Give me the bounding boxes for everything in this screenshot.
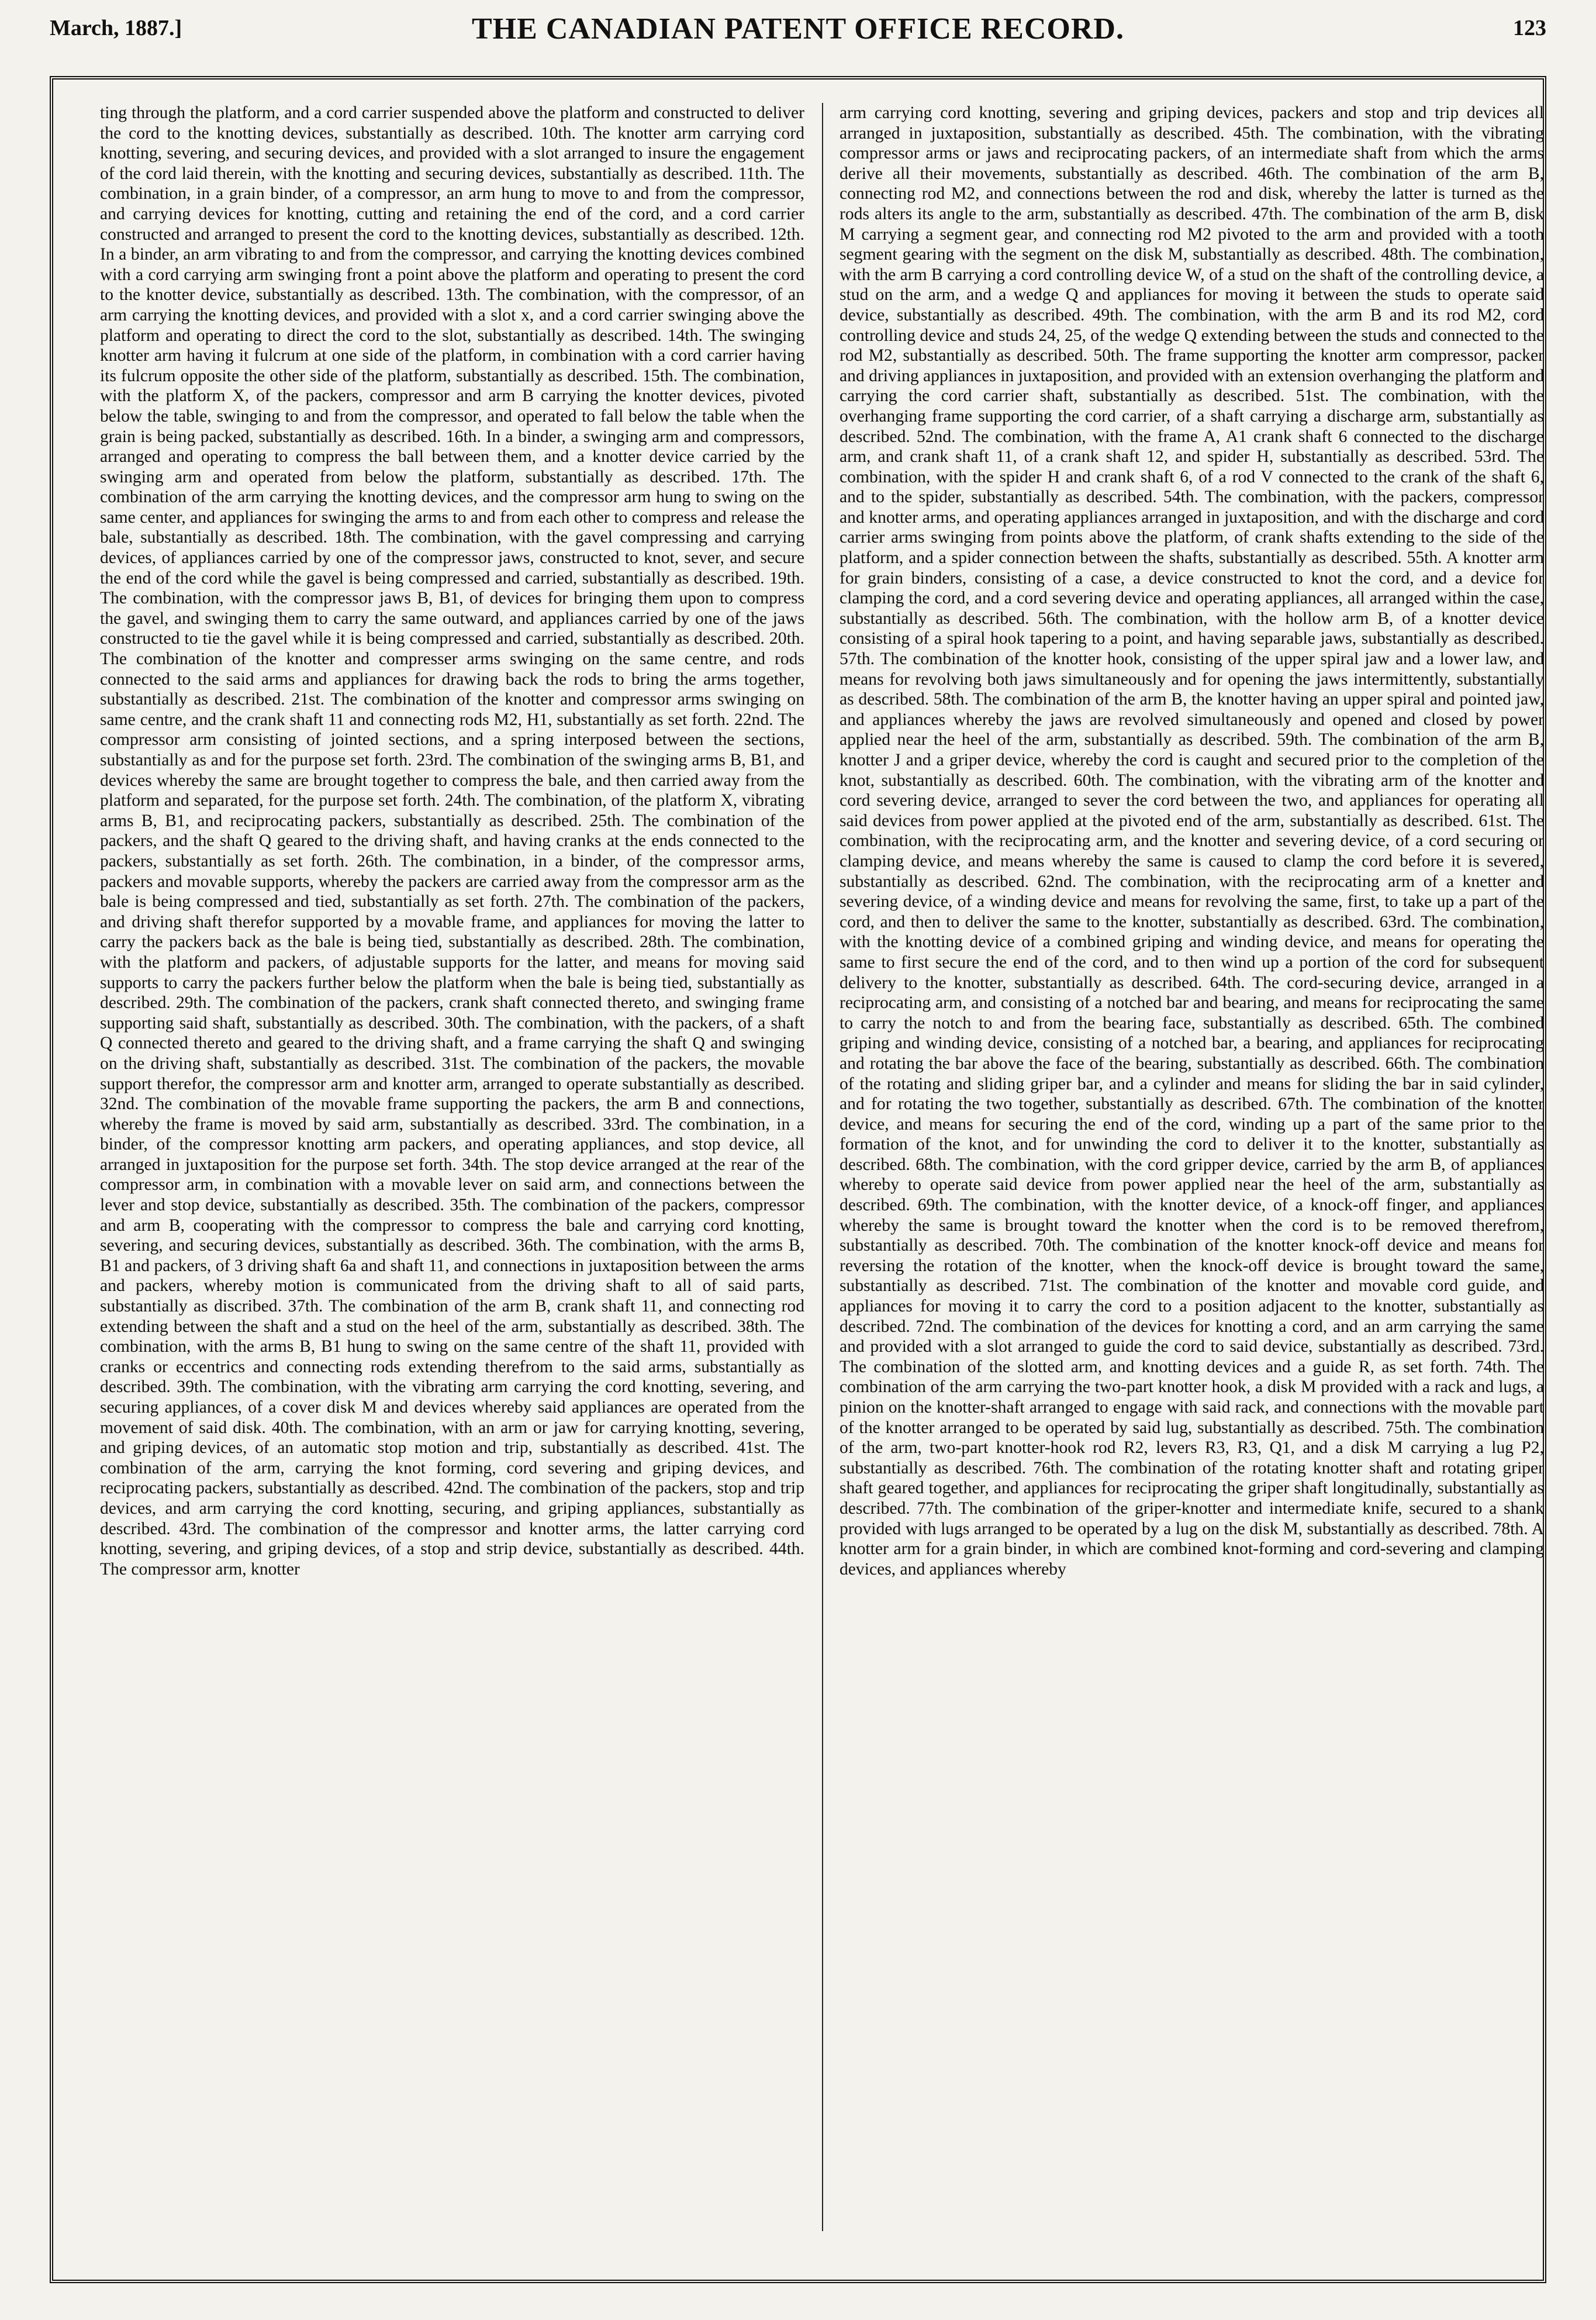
- page-header: [50, 11, 1546, 57]
- left-column: ting through the platform, and a cord carrier suspended above the platform and constructed to deliver the cord to the knotting devices, substantially as described. 10th. The knotter arm carrying cord knotting, severing, and securing devices, and provided with a slot arranged to insure the engagement of the cord laid therein, with the knotting and securing devices, substantially as described. 11th. The combination, in a grain binder, of a compressor, an arm hung to move to and from the compressor, and carrying devices for knotting, cutting and retaining the end of the cord, and a cord carrier constructed and arranged to present the cord to the knotting devices, substantially as described. 12th. In a binder, an arm vibrating to and from the compressor, and carrying the knotting devices combined with a cord carrying arm swinging front a point above the platform and operating to present the cord to the knotter device, substantially as described. 13th. The combination, with the compressor, of an arm carrying the knotting devices, and provided with a slot x, and a cord carrier swinging above the platform and operating to direct the cord to the slot, substantially as described. 14th. The swinging knotter arm having it fulcrum at one side of the platform, in combination with a cord carrier having its fulcrum opposite the other side of the platform, substantially as described. 15th. The combination, with the platform X, of the packers, compressor and arm B carrying the knotter devices, pivoted below the table, swinging to and from the compressor, and operated to fall below the table when the grain is being packed, substantially as described. 16th. In a binder, a swinging arm and compressors, arranged and operating to compress the ball between them, and a knotter device carried by the swinging arm and operated from below the platform, substantially as described. 17th. The combination of the arm carrying the knotting devices, and the compressor arm hung to swing on the same center, and appliances for swinging the arms to and from each other to compress and release the bale, substantially as described. 18th. The combination, with the gavel compressing and carrying devices, of appliances carried by one of the compressor jaws, constructed to knot, sever, and secure the end of the cord while the gavel is being compressed and carried, substantially as described. 19th. The combination, with the compressor jaws B, B1, of devices for bringing them upon to compress the gavel, and swinging them to carry the same outward, and appliances carried by one of the jaws constructed to tie the gavel while it is being compressed and carried, substantially as described. 20th. The combination of the knotter and compresser arms swinging on the same centre, and rods connected to the said arms and appliances for drawing back the rods to bring the arms together, substantially as described. 21st. The combination of the knotter and compressor arms swinging on same centre, and the crank shaft 11 and connecting rods M2, H1, substantially as set forth. 22nd. The compressor arm consisting of jointed sections, and a spring interposed between the sections, substantially as and for the purpose set forth. 23rd. The combination of the swinging arms B, B1, and devices whereby the same are brought together to compress the bale, and then carried away from the platform and separated, for the purpose set forth. 24th. The combination, of the platform X, vibrating arms B, B1, and reciprocating packers, substantially as described. 25th. The combination of the packers, and the shaft Q geared to the driving shaft, and having cranks at the ends connected to the packers, substantially as set forth. 26th. The combination, in a binder, of the compressor arms, packers and movable supports, whereby the packers are carried away from the compressor arm as the bale is being compressed and tied, substantially as set forth. 27th. The combination of the packers, and driving shaft therefor supported by a movable frame, and appliances for moving the latter to carry the packers back as the bale is being tied, substantially as described. 28th. The combination, with the platform and packers, of adjustable supports for the latter, and means for moving said supports to carry the packers further below the platform when the bale is being tied, substantially as described. 29th. The combination of the packers, crank shaft connected thereto, and swinging frame supporting said shaft, substantially as described. 30th. The combination, with the packers, of a shaft Q connected thereto and geared to the driving shaft, and a frame carrying the shaft Q and swinging on the driving shaft, substantially as described. 31st. The combination of the packers, the movable support therefor, the compressor arm and knotter arm, arranged to operate substantially as described. 32nd. The combination of the movable frame supporting the packers, the arm B and connections, whereby the frame is moved by said arm, substantially as described. 33rd. The combination, in a binder, of the compressor knotting arm packers, and operating appliances, and stop device, all arranged in juxtaposition for the purpose set forth. 34th. The stop device arranged at the rear of the compressor arm, in combination with a movable lever on said arm, and connections between the lever and stop device, substantially as described. 35th. The combination of the packers, compressor and arm B, cooperating with the compressor to compress the bale and carrying cord knotting, severing, and securing devices, substantially as described. 36th. The combination, with the arms B, B1 and packers, of 3 driving shaft 6a and shaft 11, and connections in juxtaposition between the arms and packers, whereby motion is communicated from the driving shaft to all of said parts, substantially as discribed. 37th. The combination of the arm B, crank shaft 11, and connecting rod extending between the shaft and a stud on the heel of the arm, substantially as described. 38th. The combination, with the arms B, B1 hung to swing on the same centre of the shaft 11, provided with cranks or eccentrics and connecting rods extending therefrom to the said arms, substantially as described. 39th. The combination, with the vibrating arm carrying the cord knotting, severing, and securing appliances, of a cover disk M and devices whereby said appliances are operated from the movement of said disk. 40th. The combination, with an arm or jaw for carrying knotting, severing, and griping devices, of an automatic stop motion and trip, substantially as described. 41st. The combination of the arm, carrying the knot forming, cord severing and griping devices, and reciprocating packers, substantially as described. 42nd. The combination of the packers, stop and trip devices, and arm carrying the cord knotting, securing, and griping appliances, substantially as described. 43rd. The combination of the compressor and knotter arms, the latter carrying cord knotting, severing, and griping devices, of a stop and strip device, substantially as described. 44th. The compressor arm, knotter: [100, 103, 804, 1579]
- page-frame: [50, 76, 1546, 2283]
- header-date: March, 1887.]: [50, 16, 182, 40]
- column-divider: [822, 103, 823, 2231]
- page-number: 123: [1513, 16, 1546, 40]
- right-column: arm carrying cord knotting, severing and griping devices, packers and stop and trip devices all arranged in juxtaposition, substantially as described. 45th. The combination, with the vibrating compressor arms or jaws and reciprocating packers, of an intermediate shaft from which the arms derive all their movements, substantially as described. 46th. The combination of the arm B, connecting rod M2, and connections between the rod and disk, whereby the latter is turned as the rods alters its angle to the arm, substantially as described. 47th. The combination of the arm B, disk M carrying a segment gear, and connecting rod M2 pivoted to the arm and provided with a tooth segment gearing with the segment on the disk M, substantially as described. 48th. The combination, with the arm B carrying a cord controlling device W, of a stud on the shaft of the controlling device, a stud on the arm, and a wedge Q and appliances for moving it between the studs to operate said device, substantially as described. 49th. The combination, with the arm B and its rod M2, cord controlling device and studs 24, 25, of the wedge Q extending between the studs and connected to the rod M2, substantially as described. 50th. The frame supporting the knotter arm compressor, packer and driving appliances in juxtaposition, and provided with an extension overhanging the platform and carrying the cord carrier shaft, substantially as described. 51st. The combination, with the overhanging frame supporting the cord carrier, of a shaft carrying a discharge arm, substantially as described. 52nd. The combination, with the frame A, A1 crank shaft 6 connected to the discharge arm, and crank shaft 11, of a crank shaft 12, and spider H, substantially as described. 53rd. The combination, with the spider H and crank shaft 6, of a rod V connected to the crank of the shaft 6, and to the spider, substantially as described. 54th. The combination, with the packers, compressor and knotter arms, and operating appliances arranged in juxtaposition, and with the discharge and cord carrier arms swinging from points above the platform, of crank shafts extending to the side of the platform, and a spider connection between the shafts, substantially as described. 55th. A knotter arm for grain binders, consisting of a case, a device constructed to knot the cord, and a device for clamping the cord, and a cord severing device and operating appliances, all arranged within the case, substantially as described. 56th. The combination, with the hollow arm B, of a knotter device consisting of a spiral hook tapering to a point, and having separable jaws, substantially as described. 57th. The combination of the knotter hook, consisting of the upper spiral jaw and a lower law, and means for revolving both jaws simultaneously and for opening the jaws intermittently, substantially as described. 58th. The combination of the arm B, the knotter having an upper spiral and pointed jaw, and appliances whereby the jaws are revolved simultaneously and opened and closed by power applied near the heel of the arm, substantially as described. 59th. The combination of the arm B, knotter J and a griper device, whereby the cord is caught and secured prior to the completion of the knot, substantially as described. 60th. The combination, with the vibrating arm of the knotter and cord severing device, arranged to sever the cord between the two, and appliances for operating all said devices from power applied at the pivoted end of the arm, substantially as described. 61st. The combination, with the reciprocating arm, and the knotter and severing device, of a cord securing or clamping device, and means whereby the same is caused to clamp the cord before it is severed, substantially as described. 62nd. The combination, with the reciprocating arm of a knetter and severing device, of a winding device and means for revolving the same, first, to take up a part of the cord, and then to deliver the same to the knotter, substantially as described. 63rd. The combination, with the knotting device of a combined griping and winding device, and means for operating the same to first secure the end of the cord, and to then wind up a portion of the cord for subsequent delivery to the knotter, substantially as described. 64th. The cord-securing device, arranged in a reciprocating arm, and consisting of a notched bar and bearing, and means for reciprocating the same to carry the notch to and from the bearing face, substantially as described. 65th. The combined griping and winding device, consisting of a notched bar, a bearing, and appliances for reciprocating and rotating the bar above the face of the bearing, substantially as described. 66th. The combination of the rotating and sliding griper bar, and a cylinder and means for sliding the bar in said cylinder, and for rotating the two together, substantially as described. 67th. The combination of the knotter device, and means for securing the end of the cord, winding up a part of the same prior to the formation of the knot, and for unwinding the cord to deliver it to the knotter, substantially as described. 68th. The combination, with the cord gripper device, carried by the arm B, of appliances whereby to operate said device from power applied near the heel of the arm, substantially as described. 69th. The combination, with the knotter device, of a knock-off finger, and appliances whereby the same is brought toward the knotter when the cord is to be removed therefrom, substantially as described. 70th. The combination of the knotter knock-off device and means for reversing the rotation of the knotter, when the knock-off device is brought toward the same, substantially as described. 71st. The combination of the knotter and movable cord guide, and appliances for moving it to carry the cord to a position adjacent to the knotter, substantially as described. 72nd. The combination of the devices for knotting a cord, and an arm carrying the same and provided with a slot arranged to guide the cord to said device, substantially as described. 73rd. The combination of the slotted arm, and knotting devices and a guide R, as set forth. 74th. The combination of the arm carrying the two-part knotter hook, a disk M provided with a rack and lugs, a pinion on the knotter-shaft arranged to engage with said rack, and connections with the movable part of the knotter arranged to be operated by said lug, substantially as described. 75th. The combination of the arm, two-part knotter-hook rod R2, levers R3, R3, Q1, and a disk M carrying a lug P2, substantially as described. 76th. The combination of the rotating knotter shaft and rotating griper shaft geared together, and appliances for reciprocating the griper shaft longitudinally, substantially as described. 77th. The combination of the griper-knotter and intermediate knife, secured to a shank provided with lugs arranged to be operated by a lug on the disk M, substantially as described. 78th. A knotter arm for a grain binder, in which are combined knot-forming and cord-severing and clamping devices, and appliances whereby: [840, 103, 1544, 1579]
- header-title: THE CANADIAN PATENT OFFICE RECORD.: [472, 12, 1124, 46]
- text-body: [100, 103, 1544, 2256]
